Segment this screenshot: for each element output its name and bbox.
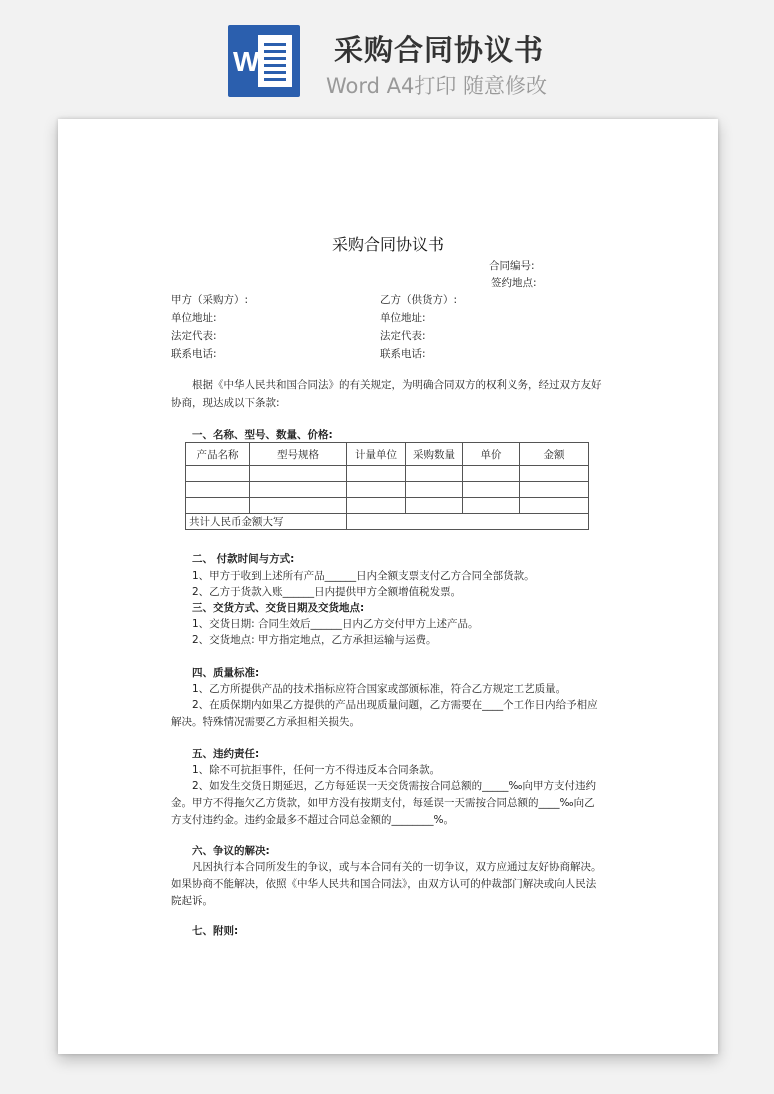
table-header-cell: 计量单位: [347, 443, 406, 466]
sign-place-label: 签约地点:: [491, 277, 537, 289]
section5-title: 五、违约责任:: [192, 748, 260, 760]
section2-item: 2、乙方于货款入账______日内提供甲方全额增值税发票。: [192, 586, 462, 598]
table-total-row: [186, 514, 589, 530]
table-total-value: [347, 514, 589, 530]
banner-subtitle: Word A4打印 随意修改: [326, 74, 548, 98]
section2-item: 1、甲方于收到上述所有产品______日内全额支票支付乙方合同全部货款。: [192, 570, 535, 582]
section4-item: 1、乙方所提供产品的技术指标应符合国家或部颁标准，符合乙方规定工艺质量。: [192, 683, 567, 695]
party-a-address-label: 单位地址:: [171, 312, 217, 324]
section4-title: 四、质量标准:: [192, 667, 260, 679]
table-header-row: [186, 443, 589, 466]
table-header-cell: 采购数量: [406, 443, 463, 466]
party-b-phone-label: 联系电话:: [380, 348, 426, 360]
banner-title: 采购合同协议书: [334, 33, 545, 67]
contract-no-label: 合同编号:: [489, 260, 535, 272]
section3-item: 2、交货地点: 甲方指定地点，乙方承担运输与运费。: [192, 634, 437, 646]
table-header-cell: 金额: [520, 443, 589, 466]
section6-title: 六、争议的解决:: [192, 845, 270, 857]
section7-title: 七、附则:: [192, 925, 239, 937]
table-header-cell: 型号规格: [250, 443, 347, 466]
intro-paragraph: 根据《中华人民共和国合同法》的有关规定，为明确合同双方的权利义务，经过双方友好协商，现达成以下条款:: [171, 379, 602, 409]
party-b-rep-label: 法定代表:: [380, 330, 426, 342]
table-row: [186, 482, 589, 498]
section4-item: 2、在质保期内如果乙方提供的产品出现质量问题，乙方需要在____个工作日内给予相应解决。特殊情况需要乙方承担相关损失。: [171, 699, 598, 728]
table-header-cell: 单价: [463, 443, 520, 466]
document-title: 采购合同协议书: [331, 235, 444, 254]
party-b-address-label: 单位地址:: [380, 312, 426, 324]
table-total-label: 共计人民币金额大写: [186, 514, 347, 530]
table-header-cell: 产品名称: [186, 443, 250, 466]
party-b-name-label: 乙方（供货方）:: [380, 294, 458, 306]
document-body: [58, 119, 718, 1054]
section3-title: 三、交货方式、交货日期及交货地点:: [192, 602, 365, 614]
word-icon: [228, 25, 300, 97]
document-page: [58, 119, 718, 1054]
goods-table: [185, 442, 589, 530]
table-row: [186, 466, 589, 482]
word-icon-letter: W: [233, 46, 260, 77]
section2-title: 二、 付款时间与方式:: [192, 553, 295, 565]
party-a-rep-label: 法定代表:: [171, 330, 217, 342]
section5-item: 2、如发生交货日期延迟，乙方每延误一天交货需按合同总额的_____‰向甲方支付违约金。甲方不得拖欠乙方货款，如甲方没有按期支付，每延误一天需按合同总额的____‰向乙方支付违约金。违约金最多不超过合同总金额的________%。: [171, 780, 597, 826]
section3-item: 1、交货日期: 合同生效后______日内乙方交付甲方上述产品。: [192, 618, 479, 630]
section6-text: 凡因执行本合同所发生的争议，或与本合同有关的一切争议，双方应通过友好协商解决。如果协商不能解决，依照《中华人民共和国合同法》，由双方认可的仲裁部门解决或向人民法院起诉。: [171, 861, 602, 907]
party-a-name-label: 甲方（采购方）:: [171, 294, 249, 306]
header-banner: [0, 0, 774, 110]
party-a-phone-label: 联系电话:: [171, 348, 217, 360]
section1-title: 一、名称、型号、数量、价格:: [192, 429, 333, 441]
section5-item: 1、除不可抗拒事件，任何一方不得违反本合同条款。: [192, 764, 441, 776]
table-row: [186, 498, 589, 514]
